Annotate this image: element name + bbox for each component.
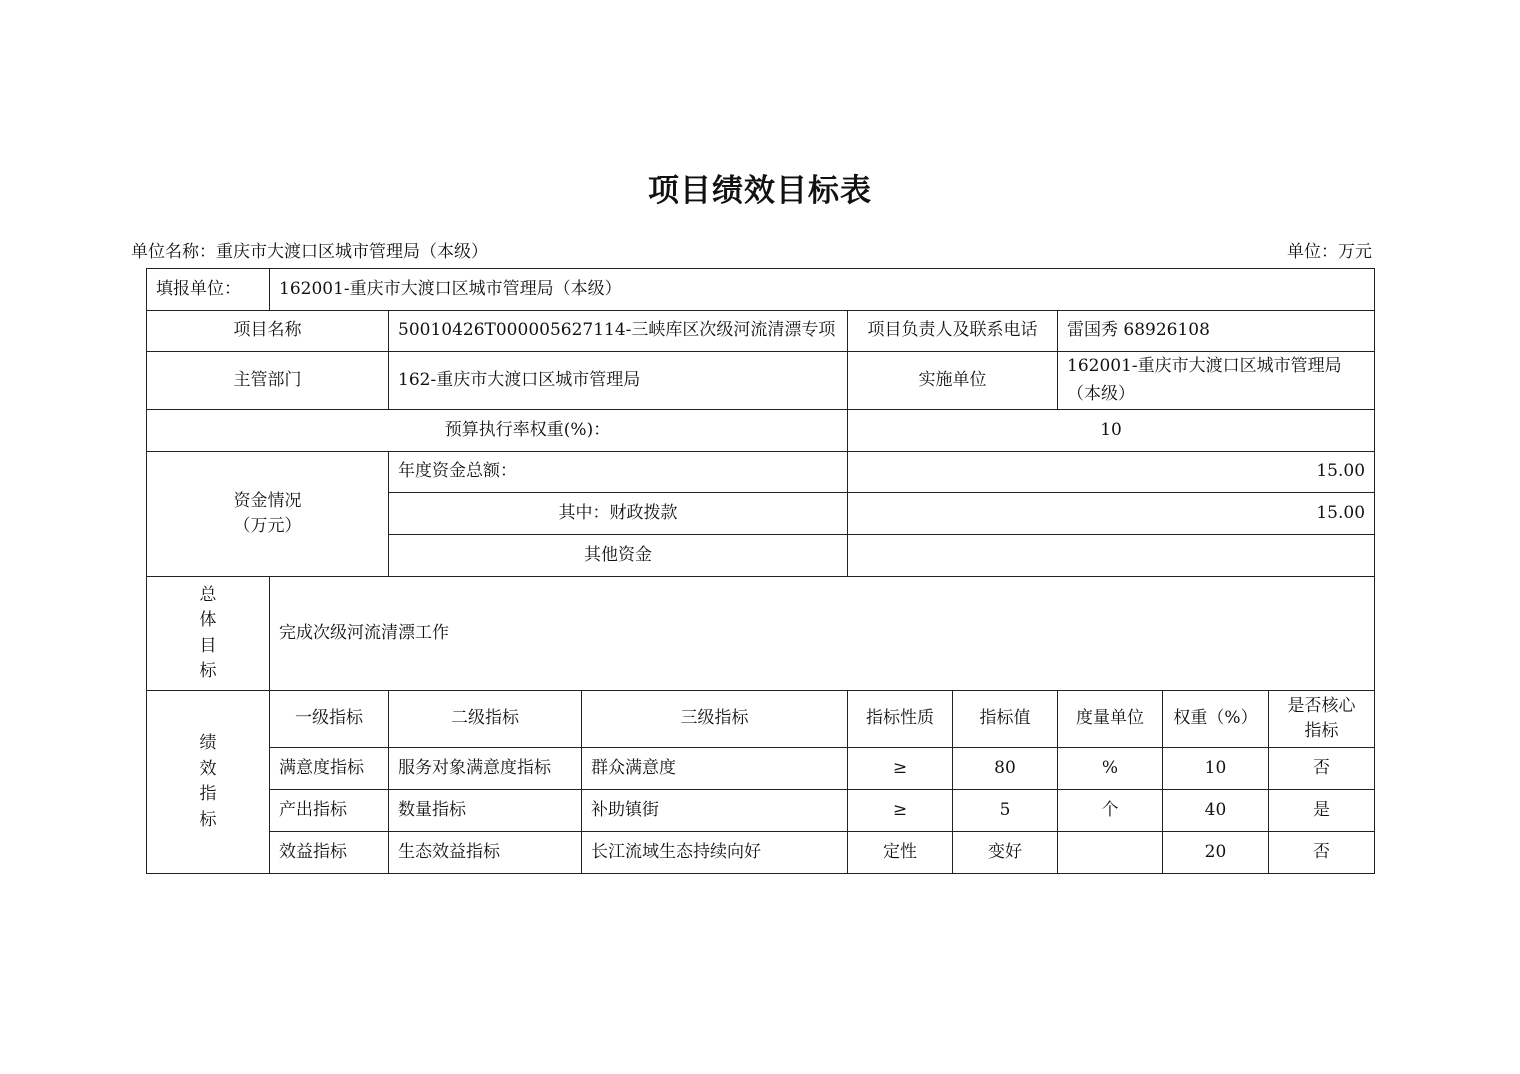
responsible-label: 项目负责人及联系电话 bbox=[848, 311, 1058, 352]
funds-total-row bbox=[147, 452, 1375, 493]
indicator-value: 80 bbox=[953, 748, 1058, 790]
performance-char: 绩 bbox=[199, 733, 217, 753]
indicator-unit: % bbox=[1058, 748, 1163, 790]
filing-unit-value: 162001-重庆市大渡口区城市管理局（本级） bbox=[270, 269, 1375, 311]
filing-unit-label: 填报单位： bbox=[147, 269, 270, 311]
indicator-header-row bbox=[147, 691, 1375, 748]
overall-goal-text: 完成次级河流清漂工作 bbox=[270, 577, 1375, 691]
header-weight: 权重（%） bbox=[1163, 691, 1269, 748]
indicator-core: 是 bbox=[1269, 790, 1375, 832]
header-level3: 三级指标 bbox=[582, 691, 848, 748]
header-nature: 指标性质 bbox=[848, 691, 953, 748]
funds-total-label: 年度资金总额： bbox=[389, 452, 848, 493]
department-label: 主管部门 bbox=[147, 352, 389, 410]
indicator-level3: 长江流域生态持续向好 bbox=[582, 832, 848, 874]
page-title: 项目绩效目标表 bbox=[648, 173, 872, 209]
funds-other-value bbox=[848, 535, 1375, 577]
indicator-row bbox=[147, 748, 1375, 790]
responsible-value: 雷国秀 68926108 bbox=[1058, 311, 1375, 352]
indicator-unit: 个 bbox=[1058, 790, 1163, 832]
indicator-nature: ≥ bbox=[848, 790, 953, 832]
indicator-nature: ≥ bbox=[848, 748, 953, 790]
unit-name-label: 单位名称： bbox=[131, 242, 216, 262]
budget-weight-row bbox=[147, 410, 1375, 452]
performance-char: 指 bbox=[199, 784, 217, 804]
budget-weight-value: 10 bbox=[848, 410, 1375, 452]
funds-label bbox=[147, 452, 389, 577]
project-name-row bbox=[147, 311, 1375, 352]
impl-unit-label: 实施单位 bbox=[848, 352, 1058, 410]
performance-char: 标 bbox=[199, 809, 217, 830]
indicator-level1: 满意度指标 bbox=[270, 748, 389, 790]
indicator-level2: 服务对象满意度指标 bbox=[389, 748, 582, 790]
department-value: 162-重庆市大渡口区城市管理局 bbox=[389, 352, 848, 410]
indicator-row bbox=[147, 832, 1375, 874]
unit-name bbox=[131, 237, 488, 262]
project-name-value: 50010426T000005627114-三峡库区次级河流清漂专项 bbox=[389, 311, 848, 352]
department-row bbox=[147, 352, 1375, 410]
indicator-row bbox=[147, 790, 1375, 832]
indicator-unit bbox=[1058, 832, 1163, 874]
overall-goal-char: 总 bbox=[199, 584, 217, 605]
header-value: 指标值 bbox=[953, 691, 1058, 748]
indicator-weight: 40 bbox=[1163, 790, 1269, 832]
indicator-weight: 10 bbox=[1163, 748, 1269, 790]
funds-total-value: 15.00 bbox=[848, 452, 1375, 493]
overall-goal-char: 标 bbox=[199, 661, 217, 681]
indicator-level1: 产出指标 bbox=[270, 790, 389, 832]
funds-fiscal-value: 15.00 bbox=[848, 493, 1375, 535]
funds-fiscal-label: 其中：财政拨款 bbox=[389, 493, 848, 535]
overall-goal-label bbox=[147, 577, 270, 691]
overall-goal-char: 体 bbox=[199, 610, 217, 630]
performance-char: 效 bbox=[199, 758, 217, 779]
indicator-level1: 效益指标 bbox=[270, 832, 389, 874]
performance-label bbox=[147, 691, 270, 874]
header-level1: 一级指标 bbox=[270, 691, 389, 748]
impl-unit-value: 162001-重庆市大渡口区城市管理局（本级） bbox=[1058, 352, 1375, 410]
project-name-label: 项目名称 bbox=[147, 311, 389, 352]
currency-unit: 单位：万元 bbox=[1287, 242, 1372, 262]
indicator-core: 否 bbox=[1269, 832, 1375, 874]
header-unit: 度量单位 bbox=[1058, 691, 1163, 748]
overall-goal-char: 目 bbox=[199, 635, 217, 656]
budget-weight-label: 预算执行率权重(%)： bbox=[147, 410, 848, 452]
indicator-nature: 定性 bbox=[848, 832, 953, 874]
indicator-value: 变好 bbox=[953, 832, 1058, 874]
indicator-level3: 群众满意度 bbox=[582, 748, 848, 790]
indicator-level2: 数量指标 bbox=[389, 790, 582, 832]
header-level2: 二级指标 bbox=[389, 691, 582, 748]
performance-table bbox=[146, 268, 1375, 874]
indicator-level3: 补助镇街 bbox=[582, 790, 848, 832]
funds-label-line2: （万元） bbox=[233, 516, 302, 536]
header-core: 是否核心指标 bbox=[1269, 691, 1375, 748]
indicator-level2: 生态效益指标 bbox=[389, 832, 582, 874]
funds-other-label: 其他资金 bbox=[389, 535, 848, 577]
overall-goal-row bbox=[147, 577, 1375, 691]
indicator-core: 否 bbox=[1269, 748, 1375, 790]
funds-label-line1: 资金情况 bbox=[233, 490, 302, 511]
indicator-weight: 20 bbox=[1163, 832, 1269, 874]
filing-unit-row bbox=[147, 269, 1375, 311]
unit-name-value: 重庆市大渡口区城市管理局（本级） bbox=[216, 242, 488, 262]
indicator-value: 5 bbox=[953, 790, 1058, 832]
